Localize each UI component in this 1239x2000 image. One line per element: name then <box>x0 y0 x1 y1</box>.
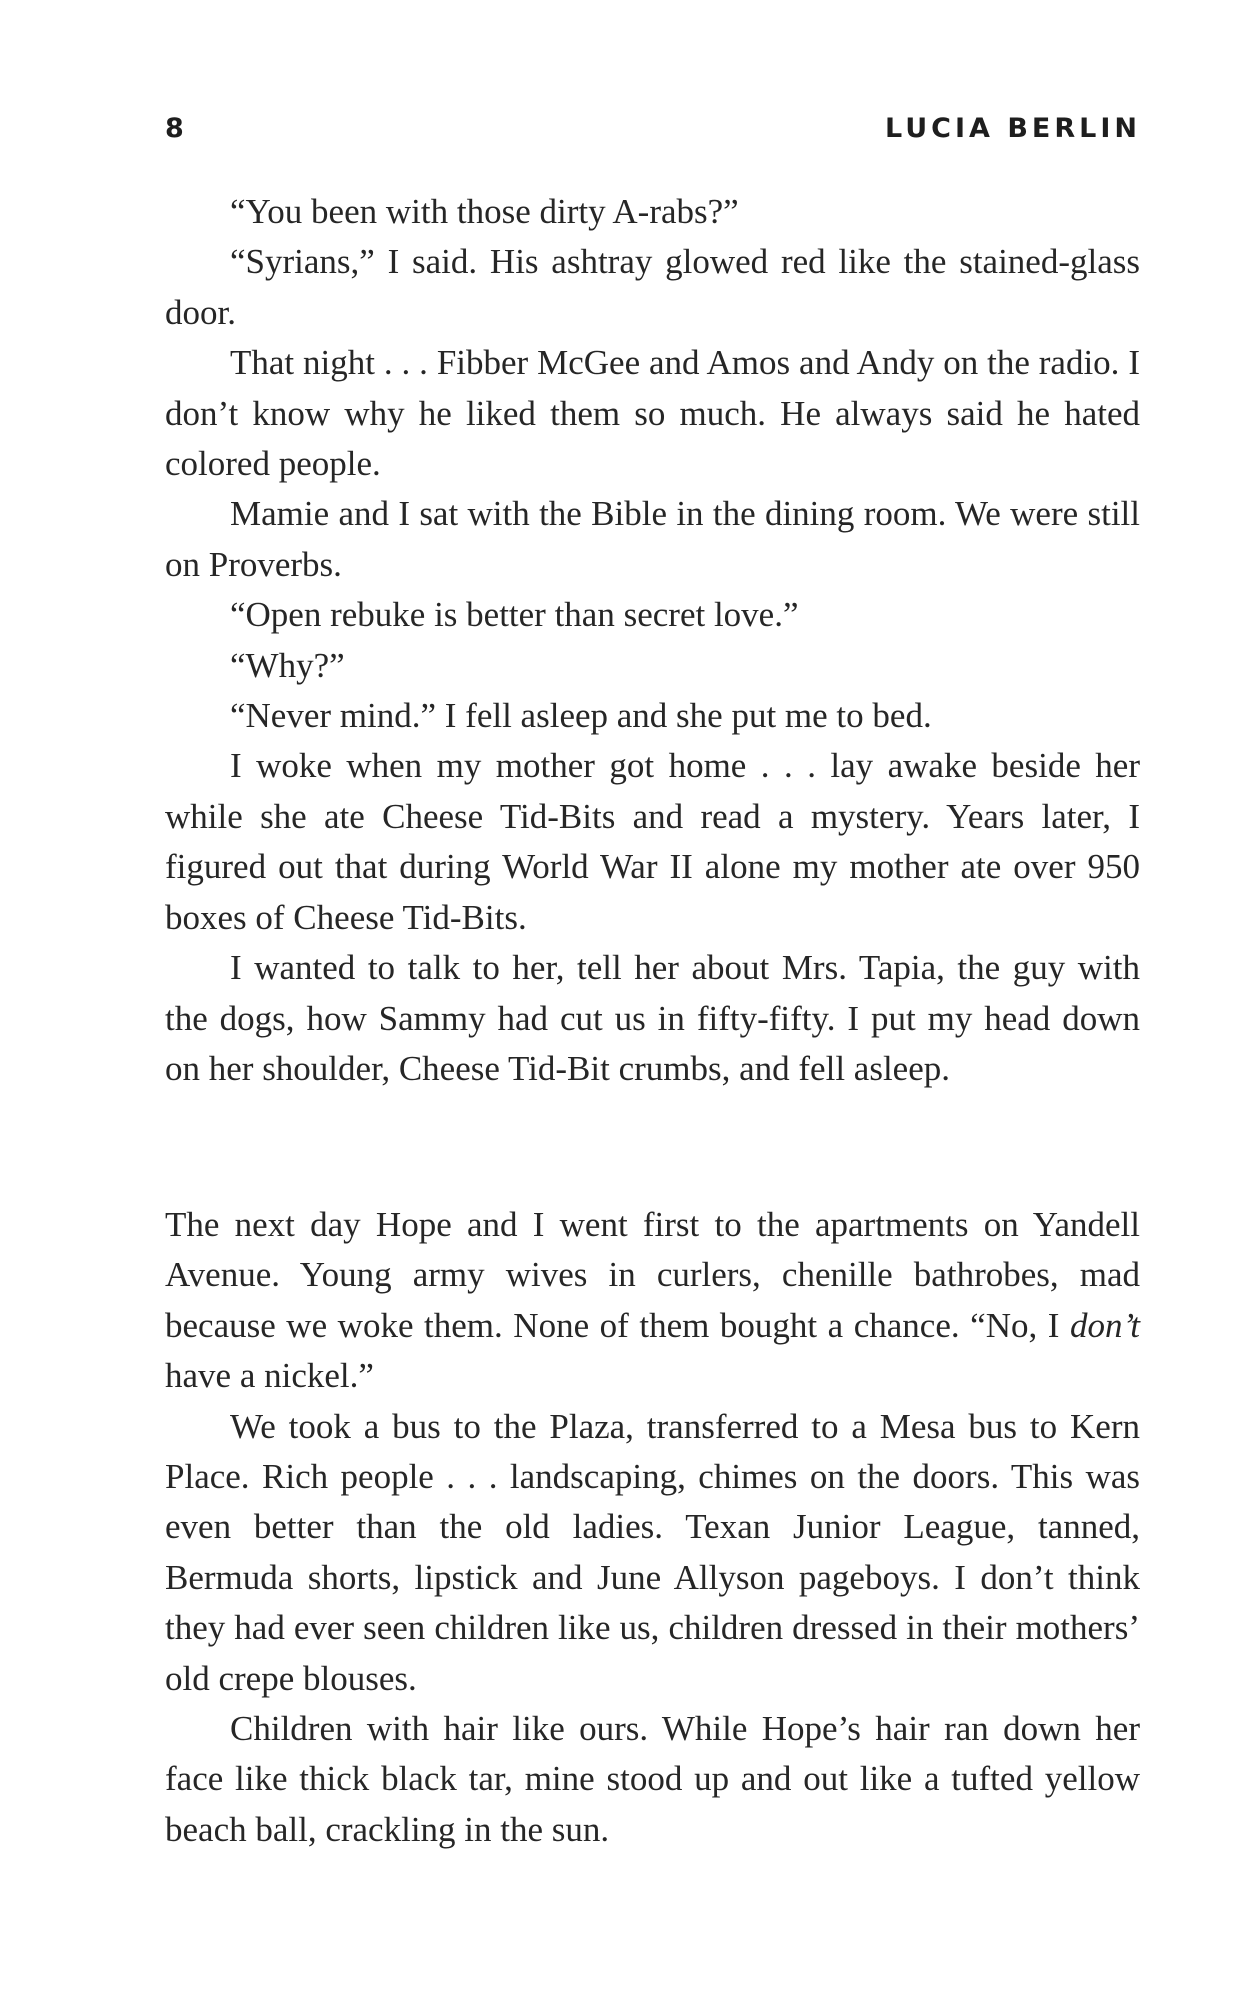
paragraph: That night . . . Fibber McGee and Amos and Andy on the radio. I don’t know why he liked them so much. He always said he hated colored people. <box>165 343 1140 484</box>
page-number: 8 <box>165 112 184 144</box>
running-header <box>165 108 1141 148</box>
section-opening-paragraph <box>165 1200 1140 1402</box>
running-head-author: LUCIA BERLIN <box>885 112 1141 144</box>
paragraph: I woke when my mother got home . . . lay awake beside her while she ate Cheese Tid-Bits and read a mystery. Years later, I figured out that during World War II alone my mother ate over 950 boxes of Cheese Tid-Bits. <box>165 746 1140 937</box>
paragraph: “Open rebuke is better than secret love.” <box>230 595 799 635</box>
paragraph: We took a bus to the Plaza, transferred to a Mesa bus to Kern Place. Rich people . . . landscaping, chimes on the doors. This was even better than the old ladies. Texan Junior League, tanned, Bermuda shorts, lipstick and June Allyson pageboys. I don’t think they had ever seen children like us, children dressed in their mothers’ old crepe blouses. <box>165 1406 1140 1698</box>
paragraph: “You been with those dirty A-rabs?” <box>230 192 739 231</box>
paragraph: “Never mind.” I fell asleep and she put me to bed. <box>230 696 932 736</box>
section-one-text <box>165 187 1140 1094</box>
paragraph: Children with hair like ours. While Hope’s hair ran down her face like thick black tar, mine stood up and out like a tufted yellow beach ball, crackling in the sun. <box>165 1709 1140 1849</box>
paragraph: Mamie and I sat with the Bible in the dining room. We were still on Proverbs. <box>165 494 1140 584</box>
italic-emphasis: don’t <box>1070 1305 1140 1345</box>
opening-text-after-italic: have a nickel.” <box>165 1356 374 1396</box>
opening-text-before-italic: The next day Hope and I went first to the apartments on Yandell Avenue. Young army wives in curlers, chenille bathrobes, mad because we woke them. None of them bought a chance. “No, I <box>165 1205 1140 1345</box>
paragraph: “Why?” <box>230 645 345 685</box>
paragraph: “Syrians,” I said. His ashtray glowed red like the stained-glass door. <box>165 242 1140 332</box>
section-two-text <box>165 1200 1140 1855</box>
paragraph: I wanted to talk to her, tell her about Mrs. Tapia, the guy with the dogs, how Sammy had cut us in fifty-fifty. I put my head down on her shoulder, Cheese Tid-Bit crumbs, and fell asleep. <box>165 948 1140 1088</box>
